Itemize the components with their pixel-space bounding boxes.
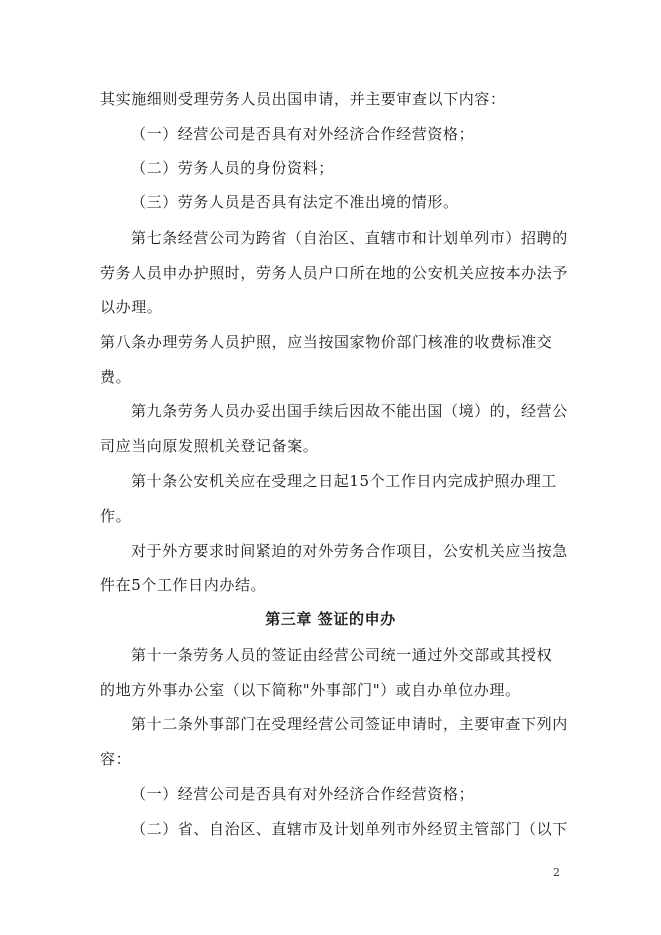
paragraph-line: 对于外方要求时间紧迫的对外劳务合作项目，公安机关应当按急 <box>131 542 568 560</box>
article-11-line: 第十一条劳务人员的签证由经营公司统一通过外交部或其授权 <box>131 646 553 664</box>
article-12-line: 第十二条外事部门在受理经营公司签证申请时，主要审查下列内 <box>131 715 568 733</box>
list-item: （三）劳务人员是否具有法定不准出境的情形。 <box>131 193 459 211</box>
article-8-line: 费。 <box>100 368 132 386</box>
list-item: （二）劳务人员的身份资料； <box>131 159 334 177</box>
article-12-line: 容： <box>100 750 132 768</box>
list-item: （二）省、自治区、直辖市及计划单列市外经贸主管部门（以下 <box>131 820 568 838</box>
article-11-line: 的地方外事办公室（以下简称"外事部门"）或自办单位办理。 <box>100 681 521 699</box>
article-10-line: 作。 <box>100 507 132 525</box>
paragraph-line: 其实施细则受理劳务人员出国申请，并主要审查以下内容： <box>100 90 506 108</box>
page-number: 2 <box>553 866 560 879</box>
article-7-line: 以办理。 <box>100 298 163 316</box>
article-9-line: 第九条劳务人员办妥出国手续后因故不能出国（境）的，经营公 <box>131 402 568 420</box>
article-8-line: 第八条办理劳务人员护照，应当按国家物价部门核准的收费标准交 <box>100 333 553 351</box>
paragraph-line: 件在5个工作日内办结。 <box>100 576 267 594</box>
chapter-heading: 第三章 签证的申办 <box>265 610 396 628</box>
article-9-line: 司应当向原发照机关登记备案。 <box>100 437 319 455</box>
article-7-line: 第七条经营公司为跨省（自治区、直辖市和计划单列市）招聘的 <box>131 229 568 247</box>
list-item: （一）经营公司是否具有对外经济合作经营资格； <box>131 125 475 143</box>
article-7-line: 劳务人员申办护照时，劳务人员户口所在地的公安机关应按本办法予 <box>100 264 569 282</box>
list-item: （一）经营公司是否具有对外经济合作经营资格； <box>131 785 475 803</box>
article-10-line: 第十条公安机关应在受理之日起15个工作日内完成护照办理工 <box>131 472 557 490</box>
